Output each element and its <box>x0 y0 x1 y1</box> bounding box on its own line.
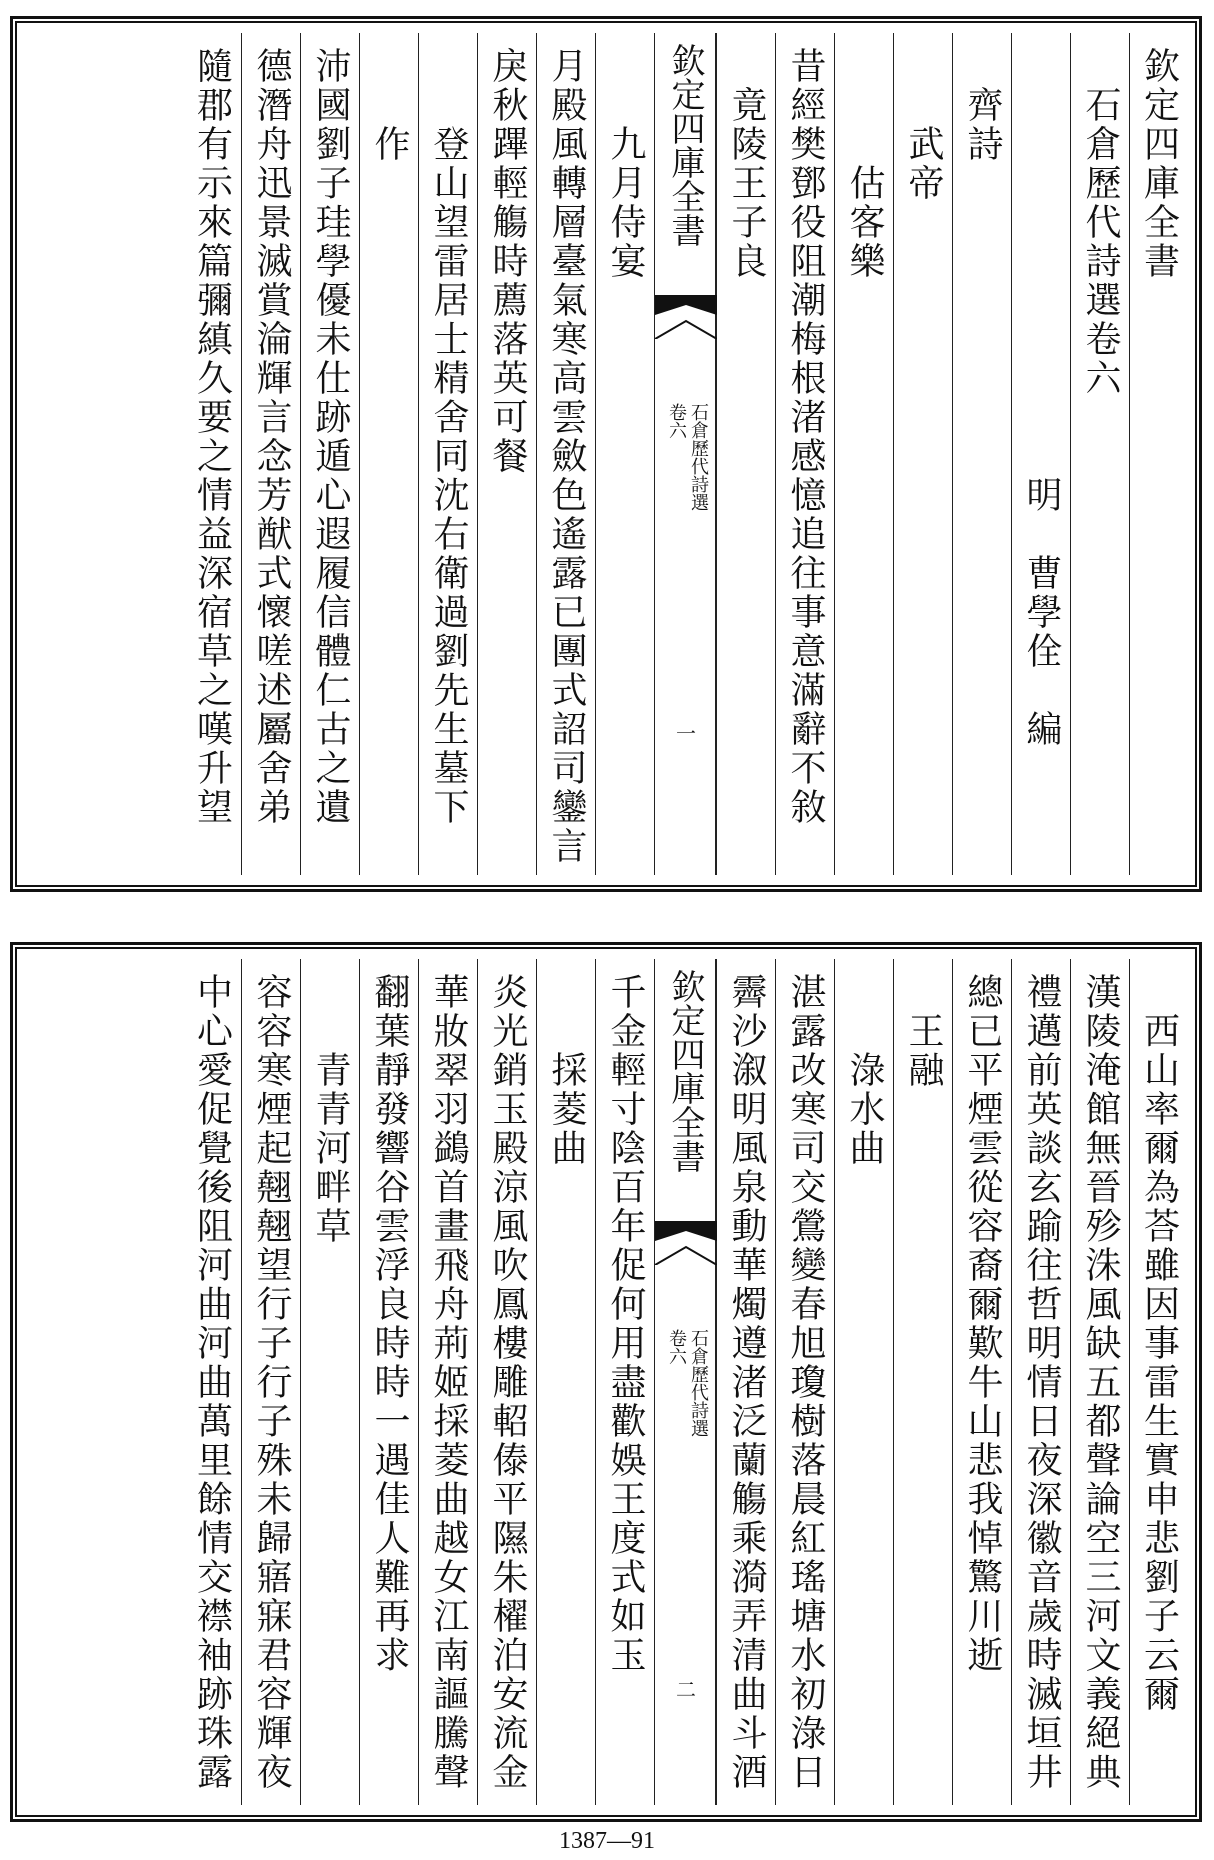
column-text: 禮邁前英談玄踰往哲明情日夜深徽音歲時滅垣井 <box>1021 973 1062 1792</box>
text-column <box>300 33 359 875</box>
text-column <box>418 959 477 1805</box>
text-column <box>952 33 1011 875</box>
text-column <box>477 33 536 875</box>
column-text: 明 曹學佺 編 <box>1021 47 1062 749</box>
column-text: 漢陵淹館無晉殄洙風缺五都聲論空三河文義絕典 <box>1080 973 1121 1792</box>
column-text: 欽定四庫全書 <box>1138 47 1180 281</box>
column-text: 王融 <box>903 973 944 1090</box>
column-text: 德潛舟迅景滅賞淪輝言念芳猷式懷嗟述屬舍弟 <box>251 47 292 827</box>
fishtail-mark-icon <box>655 295 717 339</box>
column-text: 九月侍宴 <box>605 47 646 281</box>
column-text: 湛露改寒司交鶯變春旭瓊樹落晨紅瑤塘水初淥日 <box>785 973 826 1792</box>
column-text: 翻葉靜發響谷雲浮良時時一遇佳人難再求 <box>369 973 410 1675</box>
text-column <box>536 959 595 1805</box>
fishtail-mark-icon <box>655 1221 717 1265</box>
text-column <box>418 33 477 875</box>
column-text: 估客樂 <box>844 47 885 281</box>
column-text: 沛國劉子珪學優未仕跡遁心遐履信體仁古之遺 <box>310 47 351 827</box>
column-text: 炎光銷玉殿涼風吹鳳樓雕軺傣平隰朱櫂泊安流金 <box>487 973 528 1792</box>
text-column <box>182 33 241 875</box>
text-column <box>1070 959 1129 1805</box>
column-text: 總已平煙雲從容裔爾歎牛山悲我悼驚川逝 <box>962 973 1003 1675</box>
column-text: 竟陵王子良 <box>726 47 767 281</box>
center-gutter <box>654 959 716 1805</box>
column-text: 千金輕寸陰百年促何用盡歡娛王度式如玉 <box>605 973 646 1675</box>
column-text: 齊詩 <box>962 47 1003 164</box>
gutter-juan: 卷六 <box>666 403 687 439</box>
text-column <box>595 33 654 875</box>
text-column <box>893 959 952 1805</box>
text-column <box>952 959 1011 1805</box>
column-text: 作 <box>369 47 410 164</box>
text-column <box>775 33 834 875</box>
text-column <box>775 959 834 1805</box>
text-column <box>893 33 952 875</box>
gutter-book-title: 石倉歷代詩選 <box>688 1329 709 1437</box>
text-column <box>536 33 595 875</box>
text-column <box>359 959 418 1805</box>
footer-page-number: 1387—91 <box>559 1828 655 1854</box>
text-column <box>595 959 654 1805</box>
column-text: 採菱曲 <box>546 973 587 1168</box>
gutter-juan: 卷六 <box>666 1329 687 1365</box>
column-text: 石倉歷代詩選卷六 <box>1080 47 1121 398</box>
text-column <box>359 33 418 875</box>
text-column <box>241 959 300 1805</box>
text-column <box>1070 33 1129 875</box>
gutter-page-number: 二 <box>672 1679 697 1699</box>
text-column <box>1129 33 1187 875</box>
column-text: 華妝翠羽鷁首畫飛舟荊姬採菱曲越女江南謳騰聲 <box>428 973 469 1792</box>
column-text: 容容寒煙起翹翹望行子行子殊未歸寤寐君容輝夜 <box>251 973 292 1792</box>
text-column <box>834 959 893 1805</box>
column-text: 隨郡有示來篇彌縝久要之情益深宿草之嘆升望 <box>191 47 233 827</box>
gutter-title: 欽定四庫全書 <box>665 969 705 1173</box>
text-column <box>1011 33 1070 875</box>
column-text: 霽沙溆明風泉動華燭遵渚泛蘭觴乘漪弄清曲斗酒 <box>726 973 767 1792</box>
column-text: 昔經樊鄧役阻潮梅根渚感憶追往事意滿辭不敘 <box>785 47 826 827</box>
gutter-book-title: 石倉歷代詩選 <box>688 403 709 511</box>
text-column <box>716 959 775 1805</box>
column-text: 青青河畔草 <box>310 973 351 1246</box>
text-column <box>182 959 241 1805</box>
column-text: 中心愛促覺後阻河曲河曲萬里餘情交襟袖跡珠露 <box>191 973 233 1792</box>
text-column <box>241 33 300 875</box>
center-gutter <box>654 33 716 875</box>
column-text: 武帝 <box>903 47 944 203</box>
column-text: 戾秋蹕輕觴時薦落英可餐 <box>487 47 528 476</box>
text-column <box>300 959 359 1805</box>
column-text: 月殿風轉層臺氣寒高雲斂色遙露已團式詔司鑾言 <box>546 47 587 866</box>
column-text: 西山率爾為荅雖因事雷生實申悲劉子云爾 <box>1138 973 1180 1714</box>
gutter-title: 欽定四庫全書 <box>665 43 705 247</box>
text-column <box>834 33 893 875</box>
text-column <box>1129 959 1187 1805</box>
text-column <box>716 33 775 875</box>
gutter-page-number: 一 <box>672 723 697 743</box>
page-one <box>10 16 1202 892</box>
text-column <box>1011 959 1070 1805</box>
column-text: 登山望雷居士精舍同沈右衛過劉先生墓下 <box>428 47 469 827</box>
page-two <box>10 942 1202 1822</box>
text-column <box>477 959 536 1805</box>
column-text: 淥水曲 <box>844 973 885 1168</box>
